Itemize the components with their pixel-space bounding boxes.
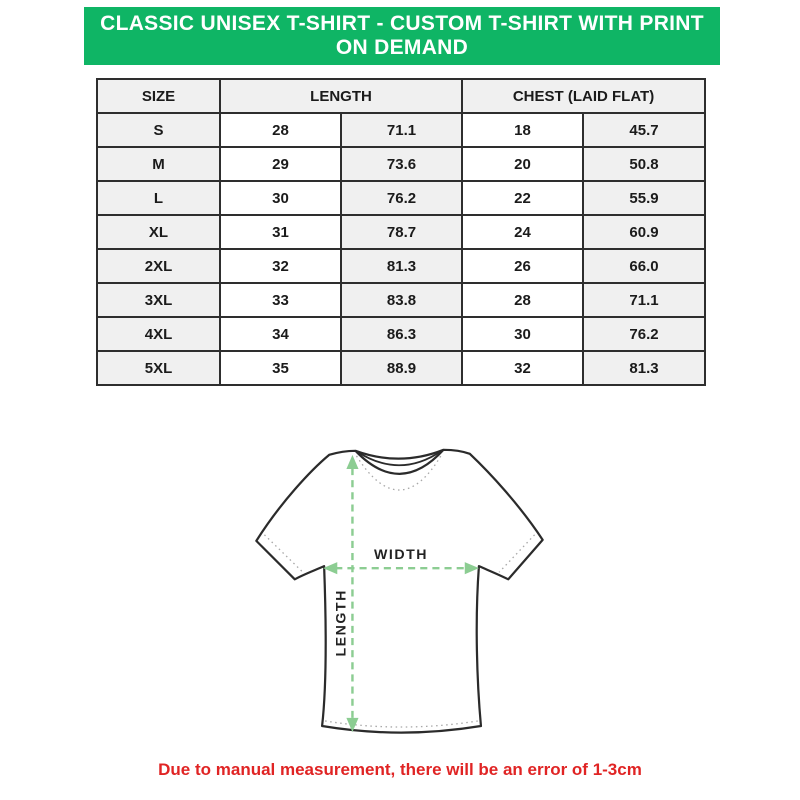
length-cm-cell: 86.3 bbox=[341, 317, 462, 351]
length-column-header: LENGTH bbox=[220, 79, 462, 113]
chest-cm-cell: 60.9 bbox=[583, 215, 705, 249]
title-banner bbox=[84, 7, 720, 65]
chest-cm-cell: 66.0 bbox=[583, 249, 705, 283]
chest-cm-cell: 76.2 bbox=[583, 317, 705, 351]
chest-cm-cell: 50.8 bbox=[583, 147, 705, 181]
chest-in-cell: 28 bbox=[462, 283, 583, 317]
chest-in-cell: 26 bbox=[462, 249, 583, 283]
size-cell: 4XL bbox=[97, 317, 220, 351]
chest-in-cell: 24 bbox=[462, 215, 583, 249]
chest-in-cell: 32 bbox=[462, 351, 583, 385]
size-cell: L bbox=[97, 181, 220, 215]
table-row bbox=[97, 249, 705, 283]
chest-cm-cell: 55.9 bbox=[583, 181, 705, 215]
length-cm-cell: 71.1 bbox=[341, 113, 462, 147]
size-table bbox=[96, 78, 706, 386]
size-cell: 3XL bbox=[97, 283, 220, 317]
length-cm-cell: 81.3 bbox=[341, 249, 462, 283]
table-row bbox=[97, 351, 705, 385]
width-label: WIDTH bbox=[374, 547, 429, 564]
length-in-cell: 30 bbox=[220, 181, 341, 215]
table-header-row bbox=[97, 79, 705, 113]
table-row bbox=[97, 147, 705, 181]
length-cm-cell: 83.8 bbox=[341, 283, 462, 317]
chest-column-header: CHEST (LAID FLAT) bbox=[462, 79, 705, 113]
page-title: CLASSIC UNISEX T-SHIRT - CUSTOM T-SHIRT WITH PRINT ON DEMAND bbox=[100, 12, 704, 59]
length-cm-cell: 78.7 bbox=[341, 215, 462, 249]
chest-in-cell: 22 bbox=[462, 181, 583, 215]
chest-in-cell: 18 bbox=[462, 113, 583, 147]
length-cm-cell: 76.2 bbox=[341, 181, 462, 215]
size-cell: XL bbox=[97, 215, 220, 249]
length-in-cell: 34 bbox=[220, 317, 341, 351]
size-cell: S bbox=[97, 113, 220, 147]
table-row bbox=[97, 283, 705, 317]
tshirt-outline-drawing bbox=[228, 423, 572, 768]
size-cell: M bbox=[97, 147, 220, 181]
chest-cm-cell: 71.1 bbox=[583, 283, 705, 317]
table-row bbox=[97, 113, 705, 147]
size-cell: 5XL bbox=[97, 351, 220, 385]
table-row bbox=[97, 317, 705, 351]
chest-cm-cell: 45.7 bbox=[583, 113, 705, 147]
length-label: LENGTH bbox=[333, 589, 350, 657]
length-cm-cell: 73.6 bbox=[341, 147, 462, 181]
size-column-header: SIZE bbox=[97, 79, 220, 113]
length-in-cell: 35 bbox=[220, 351, 341, 385]
length-in-cell: 31 bbox=[220, 215, 341, 249]
measurement-note: Due to manual measurement, there will be an error of 1-3cm bbox=[158, 760, 642, 779]
tshirt-body-outline bbox=[256, 450, 542, 733]
tshirt-diagram bbox=[228, 423, 572, 768]
table-row bbox=[97, 215, 705, 249]
length-cm-cell: 88.9 bbox=[341, 351, 462, 385]
size-cell: 2XL bbox=[97, 249, 220, 283]
chest-in-cell: 20 bbox=[462, 147, 583, 181]
table-row bbox=[97, 181, 705, 215]
length-in-cell: 29 bbox=[220, 147, 341, 181]
length-in-cell: 28 bbox=[220, 113, 341, 147]
chest-in-cell: 30 bbox=[462, 317, 583, 351]
chest-cm-cell: 81.3 bbox=[583, 351, 705, 385]
length-in-cell: 32 bbox=[220, 249, 341, 283]
length-in-cell: 33 bbox=[220, 283, 341, 317]
